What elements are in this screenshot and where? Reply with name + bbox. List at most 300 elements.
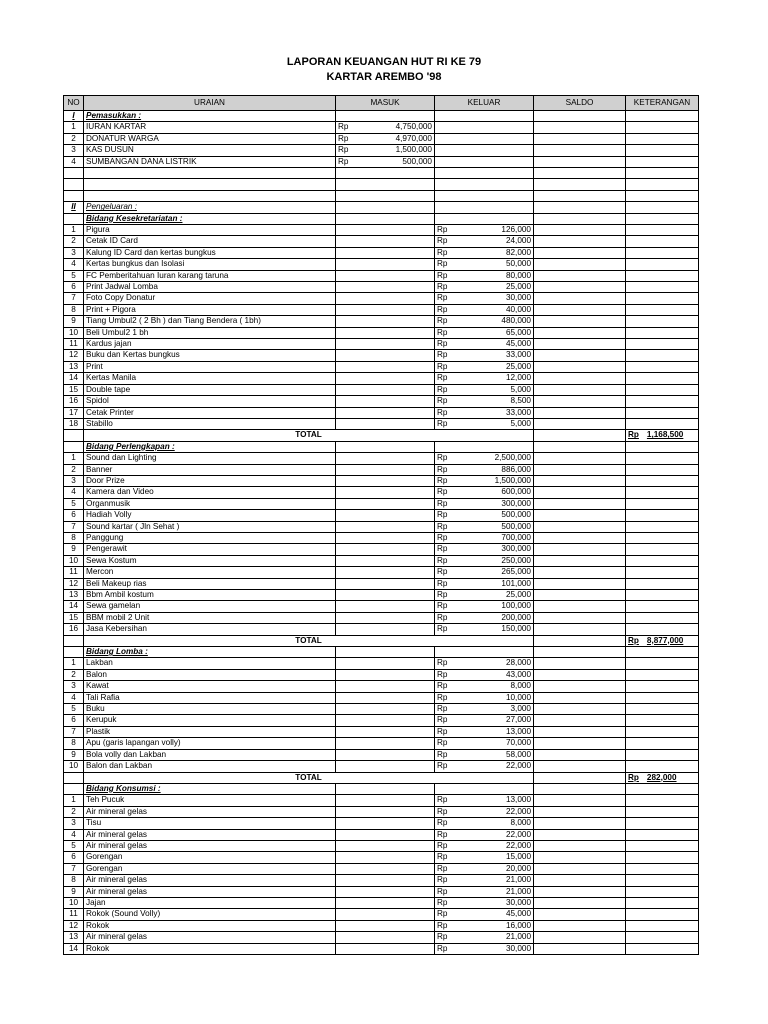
expense-row — [64, 225, 699, 236]
row-description: Pemasukkan : — [84, 111, 336, 122]
amount-value: 21,000 — [505, 886, 531, 896]
currency-label: Rp — [437, 304, 448, 314]
expense-row — [64, 818, 699, 829]
amount-value: 265,000 — [501, 567, 531, 577]
masuk-cell — [336, 384, 435, 395]
amount-value: 33,000 — [505, 407, 531, 417]
keluar-cell — [435, 692, 534, 703]
row-number: 13 — [64, 932, 84, 943]
row-description: Kawat — [84, 681, 336, 692]
expense-row — [64, 350, 699, 361]
keluar-cell — [435, 339, 534, 350]
keterangan-cell — [626, 156, 699, 167]
masuk-cell — [336, 521, 435, 532]
expense-row — [64, 384, 699, 395]
keluar-cell — [435, 840, 534, 851]
amount-value: 250,000 — [501, 555, 531, 565]
masuk-cell — [336, 168, 435, 179]
keluar-cell — [435, 407, 534, 418]
row-number: 12 — [64, 920, 84, 931]
row-number — [64, 213, 84, 224]
row-number: 10 — [64, 555, 84, 566]
keluar-cell — [435, 510, 534, 521]
masuk-cell — [336, 510, 435, 521]
row-description: IURAN KARTAR — [84, 122, 336, 133]
masuk-cell — [336, 532, 435, 543]
keterangan-cell — [626, 407, 699, 418]
saldo-cell — [534, 578, 626, 589]
row-number: 2 — [64, 133, 84, 144]
report-title: LAPORAN KEUANGAN HUT RI KE 79 — [286, 56, 482, 68]
currency-label: Rp — [437, 692, 448, 702]
expense-row — [64, 270, 699, 281]
row-description: Beli Makeup rias — [84, 578, 336, 589]
masuk-cell — [336, 339, 435, 350]
masuk-cell — [336, 316, 435, 327]
currency-label: Rp — [628, 430, 639, 440]
row-description: Kardus jajan — [84, 339, 336, 350]
keluar-cell — [435, 464, 534, 475]
row-description: Jajan — [84, 897, 336, 908]
expense-row — [64, 658, 699, 669]
expense-row — [64, 932, 699, 943]
saldo-cell — [534, 282, 626, 293]
keterangan-cell — [626, 920, 699, 931]
amount-value: 22,000 — [505, 829, 531, 839]
keluar-cell — [435, 156, 534, 167]
row-description: Bidang Kesekretariatan : — [84, 213, 336, 224]
masuk-cell — [336, 190, 435, 201]
currency-label: Rp — [338, 156, 349, 166]
masuk-cell — [336, 932, 435, 943]
keluar-cell — [435, 715, 534, 726]
amount-value: 16,000 — [505, 920, 531, 930]
row-description: Pigura — [84, 225, 336, 236]
keterangan-cell — [626, 806, 699, 817]
saldo-cell — [534, 726, 626, 737]
keluar-cell — [435, 818, 534, 829]
keterangan-cell — [626, 521, 699, 532]
row-description: Kertas Manila — [84, 373, 336, 384]
keluar-cell — [435, 441, 534, 452]
keterangan-cell — [626, 487, 699, 498]
amount-value: 45,000 — [505, 339, 531, 349]
saldo-cell — [534, 453, 626, 464]
masuk-cell — [336, 715, 435, 726]
currency-label: Rp — [437, 601, 448, 611]
amount-value: 600,000 — [501, 487, 531, 497]
income-row — [64, 122, 699, 133]
row-number — [64, 190, 84, 201]
row-number: 6 — [64, 715, 84, 726]
keterangan-cell — [626, 350, 699, 361]
row-number: 2 — [64, 806, 84, 817]
saldo-cell — [534, 795, 626, 806]
currency-label: Rp — [437, 818, 448, 828]
keluar-cell — [435, 658, 534, 669]
keluar-cell — [435, 282, 534, 293]
row-description: Foto Copy Donatur — [84, 293, 336, 304]
expense-row — [64, 293, 699, 304]
amount-value: 20,000 — [505, 863, 531, 873]
expense-row — [64, 316, 699, 327]
amount-value: 126,000 — [501, 225, 531, 235]
masuk-cell — [336, 647, 435, 658]
expense-row — [64, 487, 699, 498]
total-label: TOTAL — [84, 772, 534, 783]
keluar-cell — [435, 111, 534, 122]
keterangan-cell — [626, 715, 699, 726]
row-description: Kalung ID Card dan kertas bungkus — [84, 247, 336, 258]
amount-value: 1,500,000 — [395, 145, 432, 155]
total-row — [64, 635, 699, 646]
masuk-cell — [336, 350, 435, 361]
saldo-cell — [534, 818, 626, 829]
masuk-cell — [336, 567, 435, 578]
saldo-cell — [534, 430, 626, 441]
amount-value: 30,000 — [505, 897, 531, 907]
income-row — [64, 133, 699, 144]
amount-value: 24,000 — [505, 236, 531, 246]
expense-row — [64, 590, 699, 601]
masuk-cell — [336, 738, 435, 749]
row-number — [64, 635, 84, 646]
keluar-cell — [435, 795, 534, 806]
keterangan-cell — [626, 418, 699, 429]
expense-row — [64, 544, 699, 555]
amount-value: 25,000 — [505, 590, 531, 600]
expense-row — [64, 418, 699, 429]
currency-label: Rp — [437, 624, 448, 634]
expense-row — [64, 521, 699, 532]
amount-value: 45,000 — [505, 909, 531, 919]
keterangan-cell — [626, 852, 699, 863]
saldo-cell — [534, 761, 626, 772]
row-description: Pengeluaran : — [84, 202, 336, 213]
amount-value: 5,000 — [510, 418, 531, 428]
amount-value: 8,000 — [510, 818, 531, 828]
masuk-cell — [336, 601, 435, 612]
row-description: Jasa Kebersihan — [84, 624, 336, 635]
amount-value: 40,000 — [505, 304, 531, 314]
saldo-cell — [534, 909, 626, 920]
row-description: Buku — [84, 704, 336, 715]
saldo-cell — [534, 384, 626, 395]
keterangan-cell — [626, 316, 699, 327]
keterangan-cell — [626, 464, 699, 475]
currency-label: Rp — [437, 704, 448, 714]
row-number: 16 — [64, 396, 84, 407]
keluar-cell — [435, 350, 534, 361]
saldo-cell — [534, 475, 626, 486]
row-number: 11 — [64, 567, 84, 578]
row-number: 2 — [64, 464, 84, 475]
row-number: 9 — [64, 544, 84, 555]
keluar-cell — [435, 624, 534, 635]
currency-label: Rp — [437, 373, 448, 383]
masuk-cell — [336, 578, 435, 589]
masuk-cell — [336, 840, 435, 851]
currency-label: Rp — [437, 555, 448, 565]
expense-row — [64, 247, 699, 258]
row-description: Print Jadwal Lomba — [84, 282, 336, 293]
currency-label: Rp — [437, 829, 448, 839]
row-description: Tali Rafia — [84, 692, 336, 703]
keluar-cell — [435, 213, 534, 224]
amount-value: 22,000 — [505, 806, 531, 816]
masuk-cell — [336, 327, 435, 338]
row-description: Stabillo — [84, 418, 336, 429]
saldo-cell — [534, 236, 626, 247]
expense-row — [64, 407, 699, 418]
row-number: 3 — [64, 818, 84, 829]
saldo-cell — [534, 293, 626, 304]
row-number: 10 — [64, 897, 84, 908]
masuk-cell — [336, 681, 435, 692]
row-description: Spidol — [84, 396, 336, 407]
keluar-cell — [435, 681, 534, 692]
row-number — [64, 441, 84, 452]
saldo-cell — [534, 647, 626, 658]
amount-value: 5,000 — [510, 384, 531, 394]
keluar-cell — [435, 829, 534, 840]
expense-row — [64, 852, 699, 863]
row-description: Mercon — [84, 567, 336, 578]
masuk-cell — [336, 590, 435, 601]
keterangan-cell — [626, 658, 699, 669]
keterangan-cell — [626, 111, 699, 122]
amount-value: 25,000 — [505, 282, 531, 292]
currency-label: Rp — [437, 578, 448, 588]
row-description: Kertas bungkus dan Isolasi — [84, 259, 336, 270]
expense-row — [64, 795, 699, 806]
currency-label: Rp — [437, 498, 448, 508]
masuk-cell — [336, 761, 435, 772]
keterangan-cell — [626, 259, 699, 270]
saldo-cell — [534, 612, 626, 623]
keterangan-cell — [626, 475, 699, 486]
empty-row — [64, 179, 699, 190]
total-amount: 282,000 — [646, 772, 677, 782]
saldo-cell — [534, 259, 626, 270]
saldo-cell — [534, 852, 626, 863]
row-number: 13 — [64, 590, 84, 601]
keluar-cell — [435, 852, 534, 863]
row-description: Sound kartar ( Jln Sehat ) — [84, 521, 336, 532]
total-label: TOTAL — [84, 430, 534, 441]
saldo-cell — [534, 590, 626, 601]
row-description: Teh Pucuk — [84, 795, 336, 806]
saldo-cell — [534, 156, 626, 167]
currency-label: Rp — [437, 339, 448, 349]
amount-value: 101,000 — [501, 578, 531, 588]
masuk-cell — [336, 247, 435, 258]
keluar-cell — [435, 909, 534, 920]
amount-value: 1,500,000 — [494, 475, 531, 485]
keluar-cell — [435, 532, 534, 543]
keterangan-cell — [626, 681, 699, 692]
row-description: Cetak ID Card — [84, 236, 336, 247]
keterangan-cell — [626, 738, 699, 749]
keluar-cell — [435, 396, 534, 407]
row-number: 9 — [64, 886, 84, 897]
total-amount-cell — [626, 635, 699, 646]
keluar-cell — [435, 168, 534, 179]
currency-label: Rp — [437, 293, 448, 303]
keterangan-cell — [626, 213, 699, 224]
currency-label: Rp — [338, 133, 349, 143]
currency-label: Rp — [437, 863, 448, 873]
currency-label: Rp — [437, 521, 448, 531]
keterangan-cell — [626, 897, 699, 908]
saldo-cell — [534, 487, 626, 498]
keluar-cell — [435, 259, 534, 270]
row-number: 14 — [64, 373, 84, 384]
masuk-cell — [336, 704, 435, 715]
keterangan-cell — [626, 943, 699, 954]
keluar-cell — [435, 863, 534, 874]
row-description: Double tape — [84, 384, 336, 395]
keterangan-cell — [626, 783, 699, 794]
saldo-cell — [534, 327, 626, 338]
table-body — [64, 111, 699, 955]
keterangan-cell — [626, 339, 699, 350]
currency-label: Rp — [437, 749, 448, 759]
row-number: 7 — [64, 863, 84, 874]
row-number: 7 — [64, 726, 84, 737]
amount-value: 700,000 — [501, 532, 531, 542]
masuk-cell — [336, 407, 435, 418]
currency-label: Rp — [437, 544, 448, 554]
expense-row — [64, 749, 699, 760]
total-amount: 1,168,500 — [646, 430, 684, 440]
expense-row — [64, 624, 699, 635]
saldo-cell — [534, 464, 626, 475]
expense-row — [64, 612, 699, 623]
row-description: FC Pemberitahuan Iuran karang taruna — [84, 270, 336, 281]
currency-label: Rp — [437, 510, 448, 520]
currency-label: Rp — [437, 236, 448, 246]
row-description: Air mineral gelas — [84, 886, 336, 897]
amount-value: 70,000 — [505, 738, 531, 748]
keluar-cell — [435, 475, 534, 486]
row-description: Bidang Konsumsi : — [84, 783, 336, 794]
saldo-cell — [534, 783, 626, 794]
masuk-cell — [336, 202, 435, 213]
currency-label: Rp — [437, 852, 448, 862]
row-description: Air mineral gelas — [84, 932, 336, 943]
expense-row — [64, 897, 699, 908]
keluar-cell — [435, 145, 534, 156]
keterangan-cell — [626, 749, 699, 760]
amount-value: 100,000 — [501, 601, 531, 611]
saldo-cell — [534, 270, 626, 281]
masuk-cell — [336, 111, 435, 122]
masuk-cell — [336, 920, 435, 931]
row-number: 11 — [64, 909, 84, 920]
expense-row — [64, 829, 699, 840]
keterangan-cell — [626, 202, 699, 213]
keluar-cell — [435, 544, 534, 555]
row-description: Print + Pigora — [84, 304, 336, 315]
row-description: Rokok (Sound Volly) — [84, 909, 336, 920]
amount-value: 4,970,000 — [395, 133, 432, 143]
saldo-cell — [534, 749, 626, 760]
amount-value: 200,000 — [501, 612, 531, 622]
keluar-cell — [435, 498, 534, 509]
amount-value: 500,000 — [402, 156, 432, 166]
masuk-cell — [336, 909, 435, 920]
row-number: 12 — [64, 350, 84, 361]
currency-label: Rp — [437, 567, 448, 577]
amount-value: 150,000 — [501, 624, 531, 634]
row-number: 5 — [64, 270, 84, 281]
saldo-cell — [534, 373, 626, 384]
keluar-cell — [435, 453, 534, 464]
keluar-cell — [435, 943, 534, 954]
amount-value: 50,000 — [505, 259, 531, 269]
amount-value: 8,500 — [510, 396, 531, 406]
currency-label: Rp — [628, 635, 639, 645]
row-description: Gorengan — [84, 852, 336, 863]
saldo-cell — [534, 806, 626, 817]
masuk-cell — [336, 726, 435, 737]
expense-row — [64, 453, 699, 464]
keluar-cell — [435, 601, 534, 612]
masuk-cell — [336, 225, 435, 236]
expense-row — [64, 886, 699, 897]
row-number: 11 — [64, 339, 84, 350]
row-description: Bbm Ambil kostum — [84, 590, 336, 601]
keterangan-cell — [626, 795, 699, 806]
row-number: 6 — [64, 852, 84, 863]
masuk-cell — [336, 829, 435, 840]
group-header-row — [64, 213, 699, 224]
expense-row — [64, 601, 699, 612]
row-number: 8 — [64, 304, 84, 315]
row-description: Rokok — [84, 943, 336, 954]
expense-row — [64, 327, 699, 338]
row-description: Tisu — [84, 818, 336, 829]
row-number: I — [64, 111, 84, 122]
currency-label: Rp — [437, 658, 448, 668]
saldo-cell — [534, 213, 626, 224]
amount-value: 3,000 — [510, 704, 531, 714]
keluar-cell — [435, 897, 534, 908]
row-number: 4 — [64, 156, 84, 167]
row-description: Beli Umbul2 1 bh — [84, 327, 336, 338]
currency-label: Rp — [338, 145, 349, 155]
expense-row — [64, 567, 699, 578]
amount-value: 25,000 — [505, 361, 531, 371]
expense-row — [64, 259, 699, 270]
masuk-cell — [336, 282, 435, 293]
currency-label: Rp — [437, 806, 448, 816]
expense-row — [64, 464, 699, 475]
amount-value: 22,000 — [505, 761, 531, 771]
currency-label: Rp — [437, 475, 448, 485]
row-number: 15 — [64, 612, 84, 623]
expense-row — [64, 236, 699, 247]
expense-row — [64, 498, 699, 509]
empty-row — [64, 190, 699, 201]
keluar-cell — [435, 225, 534, 236]
saldo-cell — [534, 738, 626, 749]
masuk-cell — [336, 133, 435, 144]
row-number: 3 — [64, 475, 84, 486]
row-number: 16 — [64, 624, 84, 635]
keterangan-cell — [626, 373, 699, 384]
